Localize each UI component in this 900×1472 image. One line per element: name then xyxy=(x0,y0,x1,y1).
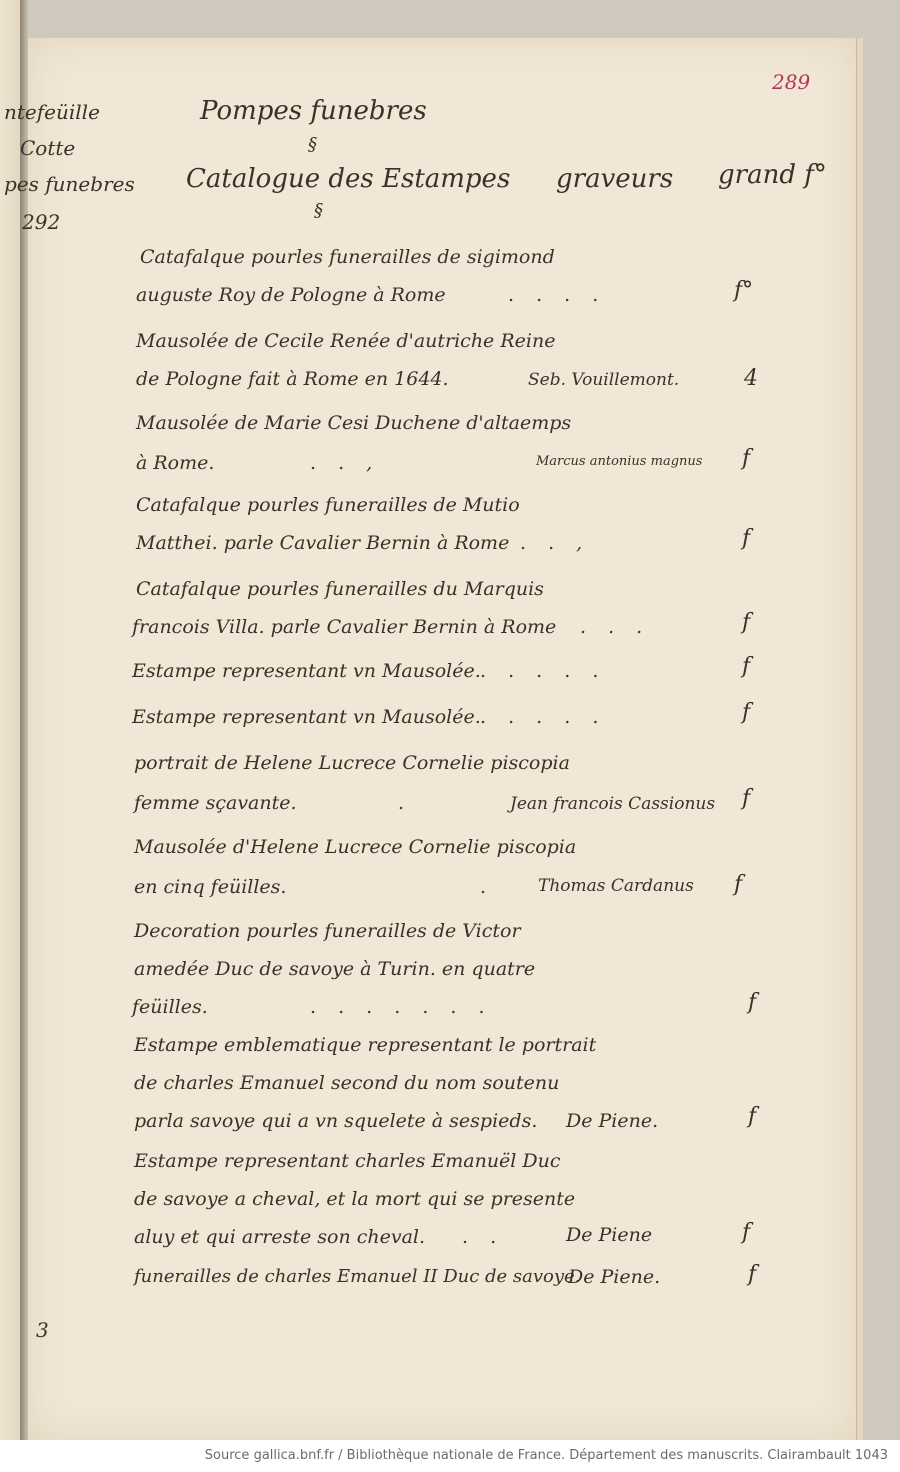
entry-8-line-1: portrait de Helene Lucrece Cornelie piscopia xyxy=(134,752,570,774)
entry-7-line-1: Estampe representant vn Mausolée. xyxy=(132,706,481,728)
heading-subtitle: Catalogue des Estampes xyxy=(186,164,511,194)
entry-9-graveur: Thomas Cardanus xyxy=(538,876,694,896)
margin-note-line-1: ntefeüille xyxy=(4,100,100,124)
entry-9-line-1: Mausolée d'Helene Lucrece Cornelie piscopia xyxy=(134,836,577,858)
entry-8-format: f xyxy=(742,786,751,811)
facing-page-edge xyxy=(0,0,21,1440)
entry-11-format: f xyxy=(748,1104,757,1129)
entry-12-leader: . . xyxy=(462,1226,505,1248)
entry-5-line-1: Catafalque pourles funerailles du Marquis xyxy=(136,578,544,600)
margin-note-line-3: pes funebres xyxy=(4,172,135,196)
folio-number: 289 xyxy=(772,70,811,94)
entry-3-line-2: à Rome. xyxy=(136,452,215,474)
heading-ampersand-1: § xyxy=(308,134,317,155)
entry-7-leader: . . . . . xyxy=(480,706,607,728)
source-credit: Source gallica.bnf.fr / Bibliothèque nationale de France. Département des manuscrits. Clairambault 1043 xyxy=(0,1440,900,1472)
entry-10-format: f xyxy=(748,990,757,1015)
entry-11-line-1: Estampe emblematique representant le portrait xyxy=(134,1034,597,1056)
entry-7-format: f xyxy=(742,700,751,725)
entry-1-format: f° xyxy=(734,278,754,303)
page-edge xyxy=(856,38,863,1440)
entry-11-graveur: De Piene. xyxy=(566,1110,659,1132)
entry-12-line-1: Estampe representant charles Emanuël Duc xyxy=(134,1150,561,1172)
entry-9-format: f xyxy=(734,872,743,897)
entry-11-line-2: de charles Emanuel second du nom soutenu xyxy=(134,1072,560,1094)
entry-3-format: f xyxy=(742,446,751,471)
entry-2-line-2: de Pologne fait à Rome en 1644. xyxy=(136,368,449,390)
entry-9-line-2: en cinq feüilles. xyxy=(134,876,287,898)
entry-8-line-2: femme sçavante. xyxy=(134,792,297,814)
entry-3-line-1: Mausolée de Marie Cesi Duchene d'altaemps xyxy=(136,412,572,434)
entry-6-leader: . . . . . xyxy=(480,660,607,682)
entry-1-line-2: auguste Roy de Pologne à Rome xyxy=(136,284,446,306)
entry-10-line-3: feüilles. xyxy=(132,996,208,1018)
entry-6-line-1: Estampe representant vn Mausolée. xyxy=(132,660,481,682)
entry-10-leader: . . . . . . . xyxy=(310,996,493,1018)
entry-2-graveur: Seb. Vouillemont. xyxy=(528,370,680,390)
entry-4-format: f xyxy=(742,526,751,551)
entry-4-line-1: Catafalque pourles funerailles de Mutio xyxy=(136,494,520,516)
entry-10-line-1: Decoration pourles funerailles de Victor xyxy=(134,920,521,942)
entry-9-leader: . xyxy=(480,876,495,898)
heading-title: Pompes funebres xyxy=(200,96,427,126)
heading-ampersand-2: § xyxy=(314,200,323,221)
entry-6-format: f xyxy=(742,654,751,679)
entry-10-line-2: amedée Duc de savoye à Turin. en quatre xyxy=(134,958,536,980)
entry-12-graveur: De Piene xyxy=(566,1224,653,1246)
entry-4-leader: . . , xyxy=(520,532,591,554)
entry-1-line-1: Catafalque pourles funerailles de sigimond xyxy=(140,246,555,268)
entry-12-line-3: aluy et qui arreste son cheval. xyxy=(134,1226,426,1248)
bottom-mark: 3 xyxy=(36,1318,49,1342)
entry-13-line-1: funerailles de charles Emanuel II Duc de savoye. xyxy=(134,1266,581,1287)
column-header-graveurs: graveurs xyxy=(556,164,674,194)
entry-8-leader: . xyxy=(398,792,413,814)
entry-4-line-2: Matthei. parle Cavalier Bernin à Rome xyxy=(136,532,510,554)
entry-1-leader: . . . . xyxy=(508,284,607,306)
entry-12-line-2: de savoye a cheval, et la mort qui se presente xyxy=(134,1188,576,1210)
entry-3-graveur: Marcus antonius magnus xyxy=(536,454,703,469)
entry-12-format: f xyxy=(742,1220,751,1245)
entry-3-leader: . . , xyxy=(310,452,381,474)
entry-13-graveur: De Piene. xyxy=(568,1266,661,1288)
entry-11-line-3: parla savoye qui a vn squelete à sespieds. xyxy=(134,1110,538,1132)
entry-5-leader: . . . xyxy=(580,616,651,638)
entry-2-format: 4 xyxy=(744,366,758,391)
entry-8-graveur: Jean francois Cassionus xyxy=(510,794,716,814)
entry-5-line-2: francois Villa. parle Cavalier Bernin à Rome xyxy=(132,616,557,638)
entry-2-line-1: Mausolée de Cecile Renée d'autriche Reine xyxy=(136,330,556,352)
column-header-format: grand f° xyxy=(718,160,827,190)
entry-5-format: f xyxy=(742,610,751,635)
entry-13-format: f xyxy=(748,1262,757,1287)
margin-note-line-2: Cotte xyxy=(20,136,76,160)
margin-note-line-4: 292 xyxy=(22,210,61,234)
